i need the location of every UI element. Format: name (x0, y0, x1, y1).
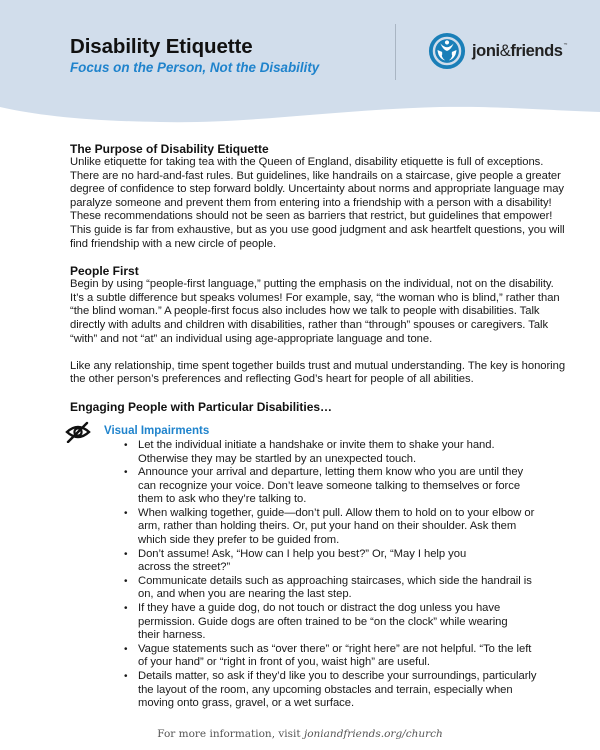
list-item: • If they have a guide dog, do not touch or distract the dog unless you have permission. Guide dogs are often trained to be “on the clock” while wearing their harness. (124, 602, 508, 642)
section-heading-purpose: The Purpose of Disability Etiquette (70, 142, 269, 156)
eye-slash-icon (64, 421, 92, 443)
list-item: • Vague statements such as “over there” or “right here” are not helpful. “To the left of your hand” or “right in front of you, waist high” are useful. (124, 642, 532, 669)
bullet-icon: • (124, 575, 128, 587)
section-heading-engaging: Engaging People with Particular Disabilities… (70, 399, 333, 414)
visual-impairments-label: Visual Impairments (104, 424, 210, 437)
visual-impairments-header (70, 424, 570, 439)
document-body (70, 142, 570, 711)
section-body-purpose: Unlike etiquette for taking tea with the Queen of England, disability etiquette is full of exceptions. There are no hard-and-fast rules. But guidelines, like handrails on a staircase, give people a greater degree of confidence to step forward boldly. Uncertainty about norms and appropriate language may paralyze someone and prevent them from entering into a friendship with a person with a disability! These recommendations should not be seen as barriers that restrict, but guidelines that empower! This guide is far from exhaustive, but as you use good judgment and ask heartfelt questions, you will find friendship with a new circle of people. (70, 156, 565, 250)
section-heading-people-first: People First (70, 264, 139, 279)
bullet-icon: • (124, 603, 128, 615)
list-item: • Don’t assume! Ask, “How can I help you best?” Or, “May I help you across the street?” (124, 547, 467, 574)
section-engaging (70, 400, 570, 711)
logo-wordmark: joni&friends™ (472, 41, 568, 60)
section-people-first (70, 264, 570, 387)
list-item: • Announce your arrival and departure, letting them know who you are until they can recognize your voice. Don’t leave someone talking to themselves or force them to ask who they’re talking to. (124, 466, 524, 506)
brand-logo (428, 32, 567, 70)
section-body-people-first-2: Like any relationship, time spent together builds trust and mutual understanding. The key is honoring the other person’s preferences and reflecting God’s heart for people of all abilities. (70, 359, 566, 386)
page-subtitle: Focus on the Person, Not the Disability (70, 60, 320, 75)
page-title: Disability Etiquette (70, 35, 253, 58)
list-item: • When walking together, guide—don’t pull. Allow them to hold on to your elbow or arm, rather than holding theirs. Or, put your hand on their shoulder. Ask them which side they prefer to be guided from. (124, 506, 535, 547)
bullet-icon: • (124, 507, 128, 519)
list-item: • Let the individual initiate a handshake or invite them to shake your hand. Otherwise they may be startled by an unexpected touch. (124, 438, 495, 465)
header-divider (395, 24, 396, 80)
bullet-icon: • (124, 671, 128, 682)
list-item: • Communicate details such as approaching staircases, which side the handrail is on, and when you are nearing the last step. (124, 574, 532, 601)
bullet-icon: • (124, 548, 128, 560)
section-body-people-first: Begin by using “people-first language,” putting the emphasis on the individual, not on the disability. It’s a subtle difference but speaks volumes! For example, say, “the woman who is blind,” rather than “the blind woman.” A people-first focus also includes how we talk to people with disabilities. Talk directly with adults and children with disabilities, rather than “through” spouses or caregivers. Talk “with” and not “at” an individual using age-appropriate language and tone. (70, 278, 560, 345)
bullet-icon: • (124, 439, 128, 451)
bullet-icon: • (124, 467, 128, 479)
section-purpose (70, 142, 570, 251)
footer (0, 728, 600, 740)
bullet-icon: • (124, 643, 128, 655)
footer-text: For more information, visit (157, 728, 304, 740)
footer-link[interactable]: joniandfriends.org/church (303, 728, 443, 740)
visual-impairments-list (70, 439, 570, 711)
list-item: • Details matter, so ask if they’d like you to describe your surroundings, particularly the layout of the room, any upcoming obstacles and terrain, especially when moving onto grass, gravel, or a wet surface. (124, 670, 537, 710)
joni-and-friends-logo-icon (428, 32, 466, 70)
